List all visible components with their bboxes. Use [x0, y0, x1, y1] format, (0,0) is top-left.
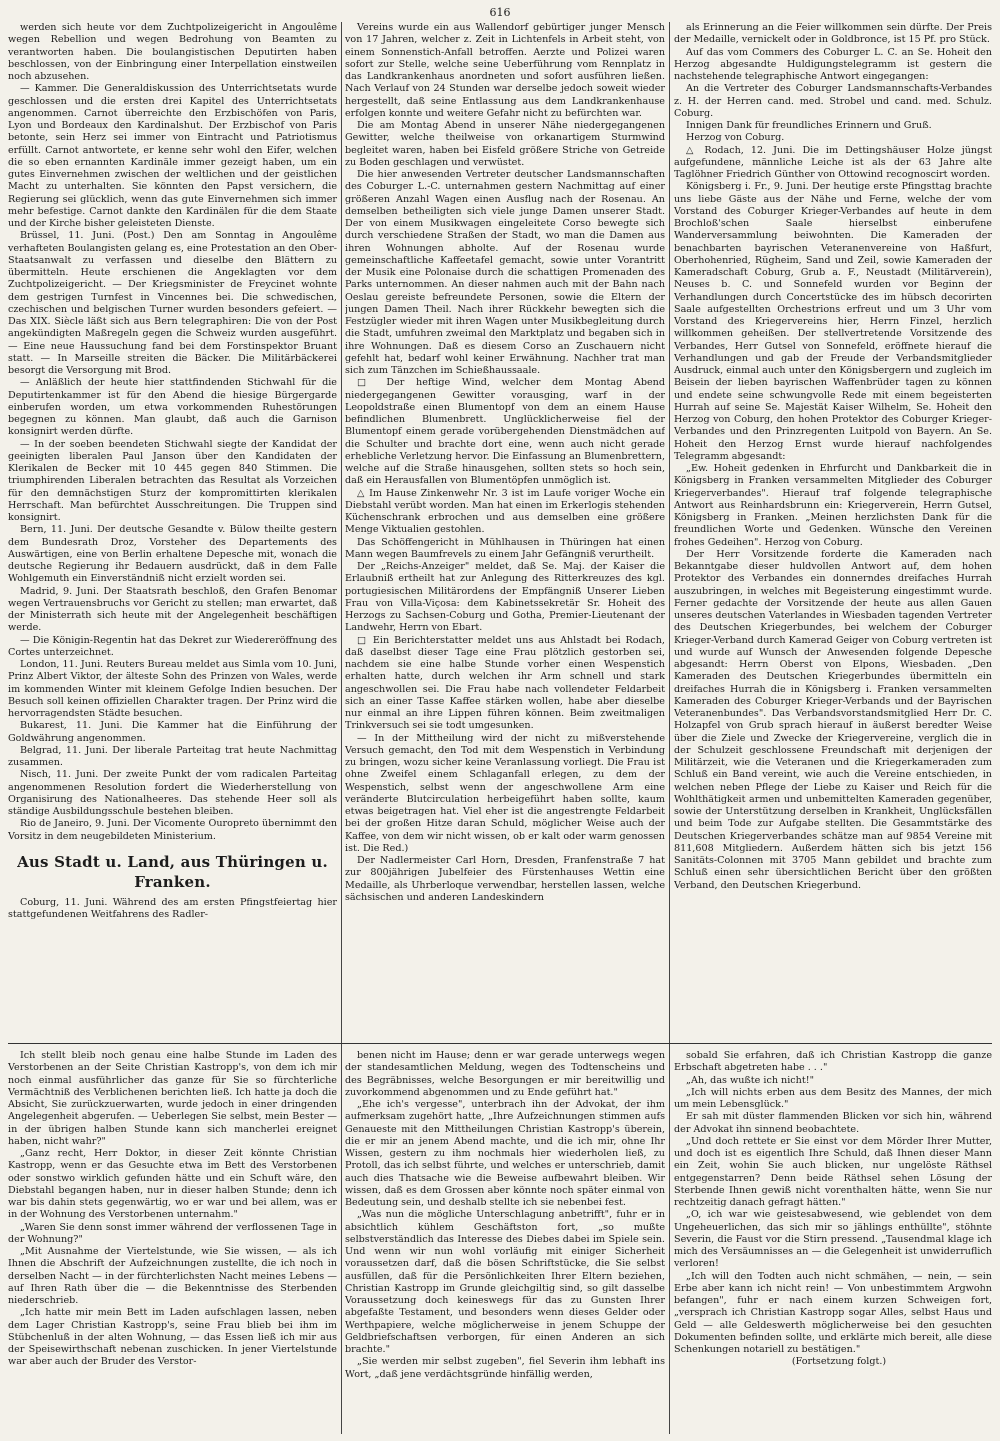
news-column-1: [8, 22, 337, 1040]
news-column-3: [674, 22, 992, 1040]
paragraph: „Ehe ich's vergesse", unterbrach ihn der Advokat, der ihm aufmerksam zugehört hatte, „Ihre Aufzeichnungen stimmen aufs Genaueste mit den Mittheilungen Christian Kastropp's überein, die er mir an jenem Abend machte, und die ich mir, ohne Ihr Wissen, gestern zu ihm nochmals hier wiederholen ließ, zu Protoll, das ich selbst führte, und welches er unterschrieb, damit auch dies Thatsache wie die Beweise aufbewahrt bleiben. Wir wissen, daß es dem Grossen aber könnte noch später einmal von Bedeutung sein, und deshalb stellte ich sie nebenbei fest.: [345, 1099, 665, 1208]
paragraph: □ Der heftige Wind, welcher dem Montag Abend niedergegangenen Gewitter vorausging, warf in der Leopoldstraße einen Blumentopf von dem an einem Hause befindlichen Blumenbrett. Unglücklicherweise fiel der Blumentopf einem gerade vorübergehenden Dienstmädchen auf die Schulter und brachte dort eine, wenn auch nicht gerade erhebliche Verletzung hervor. Die Einfassung an Blumenbrettern, welche auf die Straße hinausgehen, sollten stets so hoch sein, daß ein Herausfallen von Blumentöpfen unmöglich ist.: [345, 377, 665, 487]
paragraph: „Sie werden mir selbst zugeben", fiel Severin ihm lebhaft ins Wort, „daß jene verdächtsgründe hinfällig werden,: [345, 1356, 665, 1380]
paragraph: Ich stellt bleib noch genau eine halbe Stunde im Laden des Verstorbenen an der Seite Christian Kastropp's, von dem ich mir noch einmal ausführlicher das ganze für Sie so fürchterliche Vermächtniß des Verblichenen berichten ließ. Ich hatte ja doch die Absicht, Sie zurückzuerwarten, wurde jedoch in einer dringenden Angelegenheit abgerufen. — Ueberlegen Sie selbst, mein Bester — in der übrigen halben Stunde kann sich mancherlei ereignet haben, nicht wahr?": [8, 1050, 337, 1147]
paragraph: sobald Sie erfahren, daß ich Christian Kastropp die ganze Erbschaft abgetreten habe . . .": [674, 1050, 992, 1074]
paragraph: Nisch, 11. Juni. Der zweite Punkt der vom radicalen Parteitag angenommenen Resolution fordert die Wiederherstellung von Organisirung des Nationalheeres. Das stehende Heer soll als ständige Ausbildungsschule bestehen bleiben.: [8, 769, 337, 817]
continued-note: (Fortsetzung folgt.): [791, 1356, 887, 1368]
paragraph: Innigen Dank für freundliches Erinnern und Gruß.: [686, 120, 932, 131]
paragraph: — Die Königin-Regentin hat das Dekret zur Wiedereröffnung des Cortes unterzeichnet.: [8, 634, 337, 658]
paragraph: werden sich heute vor dem Zuchtpolizeigericht in Angoulême wegen Rebellion und wegen Bedrohung von Beamten zu verantworten haben. Die boulangistischen Deputirten haben beschlossen, von der Einbringung einer Interpellation einstweilen noch abzusehen.: [8, 22, 337, 82]
feuilleton-rule: [8, 1043, 992, 1044]
news-column-2: [345, 22, 665, 1040]
paragraph: benen nicht im Hause; denn er war gerade unterwegs wegen der standesamtlichen Meldung, wegen des Todtenscheins und des Begräbnisses, welche Besorgungen er mir bereitwillig und zuvorkommend abgenommen und zu Ende geführt hat.": [345, 1050, 665, 1098]
paragraph: „Waren Sie denn sonst immer während der verflossenen Tage in der Wohnung?": [8, 1221, 337, 1245]
paragraph: △ Rodach, 12. Juni. Die im Dettingshäuser Holze jüngst aufgefundene, männliche Leiche ist als der 63 Jahre alte Taglöhner Friedrich Günther von Ottowind recognoscirt worden.: [674, 144, 992, 180]
paragraph: — In der soeben beendeten Stichwahl siegte der Kandidat der geeinigten liberalen Paul Janson über den Kandidaten der Klerikalen de Becker mit 10 445 gegen 840 Stimmen. Die triumphirenden Liberalen betrachten das Resultat als Vorzeichen für den demnächstigen Sturz der kompromittirten klerikalen Herrschaft. Man befürchtet Ausschreitungen. Die Truppen sind konsignirt.: [8, 438, 337, 523]
paragraph: Bukarest, 11. Juni. Die Kammer hat die Einführung der Goldwährung angenommen.: [8, 720, 337, 744]
paragraph: Königsberg i. Fr., 9. Juni. Der heutige erste Pfingsttag brachte uns liebe Gäste aus der Nähe und Ferne, welche der vom Vorstand des Coburger Krieger-Verbandes auf heute in dem Brochloß'schen Saale hierselbst einberufene Wanderversammlung beiwohnten. Die Kameraden der benachbarten bayrischen Veteranenvereine von Haßfurt, Oberhohenried, Rügheim, Sand und Zeil, sowie Kameraden der Kameradschaft Coburg, Grub a. F., Neustadt (Militärverein), Neuses b. C. und Sonnefeld wurden vor Beginn der Verhandlungen durch Concertstücke des im hübsch decorirten Saale aufgestellten Orchestrions erfreut und um 3 Uhr vom Vorstand des Kriegervereins hier, Herrn Finzel, herzlich willkommen geheißen. Der stellvertretende Vorsitzende des Verbandes, Herr Gutsel von Sonnefeld, eröffnete hierauf die Verhandlungen und gab der Freude der Verbandsmitglieder Ausdruck, einmal auch unter den Königsbergern und zugleich im Beisein der lieben bayrischen Waffenbrüder tagen zu können und endete seine schwungvolle Rede mit einem begeisterten Hurrah auf seine Se. Majestät Kaiser Wilhelm, Se. Hoheit den Herzog von Coburg, den hohen Protektor des Coburger Krieger-Verbandes und den Prinzregenten Luitpold von Bayern. An Se. Hoheit den Herzog Ernst wurde hierauf nachfolgendes Telegramm abgesandt:: [674, 181, 992, 462]
news-column-1-local: [8, 897, 337, 922]
paragraph: Belgrad, 11. Juni. Der liberale Parteitag trat heute Nachmittag zusammen.: [8, 744, 337, 768]
feuilleton-column-3: [674, 1050, 992, 1435]
page-number: 616: [489, 6, 511, 19]
paragraph: Die am Montag Abend in unserer Nähe niedergegangenen Gewitter, welche theilweise von orkanartigem Sturmwind begleitet waren, haben bei Eisfeld größere Striche von Getreide zu Boden geschlagen und verwüstet.: [345, 120, 665, 168]
feuilleton-column-2: [345, 1050, 665, 1435]
paragraph: Der „Reichs-Anzeiger" meldet, daß Se. Maj. der Kaiser die Erlaubniß ertheilt hat zur Anlegung des Ritterkreuzes des kgl. portugiesischen Militärordens der Empfängniß Unserer Lieben Frau von Villa-Viçosa: dem Kabinetssekretär Sr. Hoheit des Herzogs zu Sachsen-Coburg und Gotha, Premier-Lieutenant der Landwehr, Herrn von Ebart.: [345, 561, 665, 634]
column-rule-2: [669, 22, 670, 1434]
paragraph: Er sah mit düster flammenden Blicken vor sich hin, während der Advokat ihn sinnend beobachtete.: [674, 1111, 992, 1135]
paragraph: „Ah, das wußte ich nicht!": [686, 1074, 814, 1086]
paragraph: „Ganz recht, Herr Doktor, in dieser Zeit könnte Christian Kastropp, wenn er das Gesuchte etwa im Bett des Verstorbenen oder sonstwo wirklich gefunden hätte und ein Schuft wäre, den Diebstahl begangen haben, nur in dieser halben Stunde; denn ich war bis dahin stets gegenwärtig, wo er war und bei allem, was er in der Wohnung des Verstorbenen unternahm.": [8, 1148, 337, 1221]
paragraph: Bern, 11. Juni. Der deutsche Gesandte v. Bülow theilte gestern dem Bundesrath Droz, Vorsteher des Departements des Auswärtigen, eine von Berlin erhaltene Depesche mit, wonach die deutsche Regierung ihr Bedauern ausdrückt, daß in dem Falle Wohlgemuth ein Einverständniß nicht erzielt worden sei.: [8, 524, 337, 585]
paragraph: Brüssel, 11. Juni. (Post.) Den am Sonntag in Angoulême verhafteten Boulangisten gelang es, eine Protestation an den Ober-Staatsanwalt zu verfassen und dieselbe den Blättern zu übermitteln. Heute erschienen die Angeklagten vor dem Zuchtpolizeigericht. — Der Kriegsminister de Freycinet wohnte dem gestrigen Turnfest in Vincennes bei. Die schwedischen, czechischen und belgischen Turner wurden besonders gefeiert. — Das XIX. Siècle läßt sich aus Bern telegraphiren: Die von der Post angekündigten Maßregeln gegen die Schweiz wurden ausgeführt. — Eine neue Haussuchung fand bei dem Forstinspektor Bruant statt. — In Marseille streiten die Bäcker. Die Militärbäckerei besorgt die Versorgung mit Brod.: [8, 230, 337, 376]
column-rule-1: [341, 22, 342, 1434]
paragraph: Herzog von Coburg.: [686, 132, 785, 144]
paragraph: Der Herr Vorsitzende forderte die Kameraden nach Bekanntgabe dieser huldvollen Antwort auf, dem hohen Protektor des Verbandes ein donnerndes dreifaches Hurrah auszubringen, in welches mit Begeisterung eingestimmt wurde. Ferner gedachte der Vorsitzende der heute aus allen Gauen unseres deutschen Vaterlandes in Wiesbaden tagenden Vertreter des Deutschen Kriegerbundes, bei welchem der Coburger Krieger-Verband durch Kamerad Geiger von Coburg vertreten ist und wurde auf Wunsch der Anwesenden folgende Depesche abgesandt: Herrn Oberst von Elpons, Wiesbaden. „Den Kameraden des Deutschen Kriegerbundes übermitteln ein dreifaches Hurrah die in Königsberg i. Franken versammelten Kameraden des Coburger Krieger-Verbands und der Bayrischen Veteranenbundes". Das Verbandsvorstandsmitglied Herr Dr. C. Holzapfel von Grub sprach hierauf in äußerst beredter Weise über die Ziele und Zwecke der Kriegervereine, verglich die in der Schulzeit geschlossene Freundschaft mit derjenigen der Militärzeit, wie die Veteranen und die Kriegerkameraden zum Schluß ein Band vereint, wie auch die Vereine entschieden, in welchen neben Pflege der Liebe zu Kaiser und Reich für die Wohlthätigkeit armen und unbemittelten Kameraden gegenüber, sowie der Unterstützung derselben in Krankheit, Unglücksfällen und beim Tode zur Aufgabe stellten. Die Gesammtstärke des Deutschen Kriegerverbandes schätze man auf 9854 Vereine mit 811,608 Mitgliedern. Außerdem hätten sich bis jetzt 156 Sanitäts-Colonnen mit 3705 Mann gebildet und brachte zum Schluß einen sehr übersichtlichen Bericht über den größten Verband, den Deutschen Kriegerbund.: [674, 548, 992, 891]
paragraph: — In der Mittheilung wird der nicht zu mißverstehende Versuch gemacht, den Tod mit dem Wespenstich in Verbindung zu bringen, wozu sicher keine Veranlassung vorliegt. Die Frau ist ohne Zweifel einem Schlaganfall erlegen, zu dem der Wespenstich, selbst wenn der angeschwollene Arm eine veränderte Blutcirculation herbeigeführt haben sollte, kaum etwas beigetragen hat. Viel eher ist die angestrengte Feldarbeit bei der großen Hitze daran Schuld, möglicher Weise auch der Kaffee, von dem wir nicht wissen, ob er kalt oder warm genossen ist. Die Red.): [345, 732, 665, 854]
paragraph: — Anläßlich der heute hier stattfindenden Stichwahl für die Deputirtenkammer ist für den Abend die hiesige Bürgergarde einberufen worden, um etwa vorkommenden Ruhestörungen begegnen zu können. Man glaubt, daß auch die Garnison konsignirt werden dürfte.: [8, 377, 337, 438]
paragraph: „Was nun die mögliche Unterschlagung anbetrifft", fuhr er in absichtlich kühlem Geschäftston fort, „so mußte selbstverständlich das Interesse des Diebes dabei im Spiele sein. Und wenn wir nun wohl vorläufig mit einiger Sicherheit voraussetzen darf, daß die bösen Schriftstücke, die Sie selbst ausfüllen, daß für die Persönlichkeiten Ihrer Eltern beziehen, Christian Kastropp im Grunde gleichgiltig sind, so gilt dasselbe Voraussetzung doch keineswegs für das zu Gunsten Ihrer abgefaßte Testament, und besonders wenn dieses Gelder oder Werthpapiere, welche möglicherweise in jenem Schuppe der Geldbriefschaftsen verborgen, für einen Anderen an sich brachte.": [345, 1209, 665, 1355]
paragraph: als Erinnerung an die Feier willkommen sein dürfte. Der Preis der Medaille, vernickelt oder in Goldbronce, ist 15 Pf. pro Stück.: [674, 22, 992, 46]
paragraph: „Ew. Hoheit gedenken in Ehrfurcht und Dankbarkeit die in Königsberg in Franken versammelten Mitglieder des Coburger Kriegerverbandes". Hierauf traf folgende telegraphische Antwort aus Reinhardsbrunn ein: Kriegerverein, Herrn Gutsel, Königsberg in Franken. „Meinen herzlichsten Dank für die freundlichen Worte und Gedenken. Wünsche den Vereinen frohes Gedeihen". Herzog von Coburg.: [674, 463, 992, 548]
feuilleton-column-1: [8, 1050, 337, 1435]
feuilleton-column-3-text: [674, 1050, 992, 1356]
paragraph: Coburg, 11. Juni. Während des am ersten Pfingstfeiertag hier stattgefundenen Weitfahrens des Radler-: [8, 896, 337, 920]
paragraph: Madrid, 9. Juni. Der Staatsrath beschloß, den Grafen Benomar wegen Vertrauensbruchs vor Gericht zu stellen; man erwartet, daß der Ministerrath sich heute mit der Angelegenheit beschäftigen werde.: [8, 585, 337, 634]
paragraph: „Ich will den Todten auch nicht schmähen, — nein, — sein Erbe aber kann ich nicht rein! — Von unbestimmtem Argwohn befangen", fuhr er nach einem kurzen Schweigen fort, „versprach ich Christian Kastropp sogar Alles, selbst Haus und Geld — alle Geldeswerth möglicherweise bei den gesuchten Dokumenten befinden sollte, und erklärte mich bereit, alle diese Schenkungen notariell zu bestätigen.": [674, 1270, 992, 1355]
paragraph: „Ich will nichts erben aus dem Besitz des Mannes, der mich um mein Lebensglück.": [674, 1086, 992, 1110]
paragraph: London, 11. Juni. Reuters Bureau meldet aus Simla vom 10. Juni, Prinz Albert Viktor, der älteste Sohn des Prinzen von Wales, werde im kommenden Winter mit kleinem Gefolge Indien besuchen. Der Besuch soll keinen offiziellen Charakter tragen. Der Prinz wird die hervorragendsten Städte besuchen.: [8, 659, 337, 719]
paragraph: □ Ein Berichterstatter meldet uns aus Ahlstadt bei Rodach, daß daselbst dieser Tage eine Frau plötzlich gestorben sei, nachdem sie eine halbe Stunde vorher einen Wespenstich erhalten hatte, durch welchen ihr Arm schnell und stark angeschwollen sei. Die Frau habe nach vollendeter Feldarbeit sich an einer Tasse Kaffee stärken wollen, habe aber dieselbe nur einmal an ihre Lippen führen können. Beim zweitmaligen Trinkversuch sei sie todt umgesunken.: [345, 634, 665, 732]
paragraph: Rio de Janeiro, 9. Juni. Der Vicomente Ouropreto übernimmt den Vorsitz in dem neugebildeten Ministerium.: [8, 818, 337, 842]
paragraph: „O, ich war wie geistesabwesend, wie geblendet von dem Ungeheuerlichen, das sich mir so jählings enthüllte", stöhnte Severin, die Faust vor die Stirn pressend. „Tausendmal klage ich mich des Versäumnisses an — die Gelegenheit ist unwiderruflich verloren!: [674, 1209, 992, 1270]
section-heading: Aus Stadt u. Land, aus Thüringen u. Franken.: [17, 852, 328, 891]
paragraph: Vereins wurde ein aus Wallendorf gebürtiger junger Mensch von 17 Jahren, welcher z. Zeit in Lichtenfels in Arbeit steht, von einem Sonnenstich-Anfall betroffen. Aerzte und Polizei waren sofort zur Stelle, welche seine Ueberführung vom Rennplatz in das Landkrankenhaus anordneten und sofort ausführen ließen. Nach Verlauf von 24 Stunden war derselbe jedoch soweit wieder hergestellt, daß seine Entlassung aus dem Landkrankenhause erfolgen konnte und weitere Gefahr nicht zu befürchten war.: [345, 22, 665, 119]
news-column-1-articles: [8, 22, 337, 843]
paragraph: Der Nadlermeister Carl Horn, Dresden, Franfenstraße 7 hat zur 800jährigen Jubelfeier des Fürstenhauses Wettin eine Medaille, als Uhrberloque verwendbar, herstellen lassen, welche sächsischen und anderen Landeskindern: [345, 855, 665, 903]
paragraph: „Mit Ausnahme der Viertelstunde, wie Sie wissen, — als ich Ihnen die Abschrift der Aufzeichnungen zustellte, die ich noch in derselben Nacht — in der fürchterlichsten Nacht meines Lebens — auf Ihren Rath über die — die Bekenntnisse des Sterbenden niederschrieb.: [8, 1246, 337, 1306]
paragraph: „Und doch rettete er Sie einst vor dem Mörder Ihrer Mutter, und doch ist es eigentlich Ihre Schuld, daß Ihnen dieser Mann ein Zeit, wohin Sie auch blicken, nur ungelöste Räthsel entgegenstarren? Denn beide Räthsel sehen Lösung der Sterbende Ihnen gewiß nicht vorenthalten hätte, wenn Sie nur rechtzeitig danach gefragt hätten.": [674, 1135, 992, 1208]
paragraph: Das Schöffengericht in Mühlhausen in Thüringen hat einen Mann wegen Baumfrevels zu einem Jahr Gefängniß verurtheilt.: [345, 536, 665, 560]
paragraph: △ Im Hause Zinkenwehr Nr. 3 ist im Laufe voriger Woche ein Diebstahl verübt worden. Man hat einen im Erkerlogis stehenden Küchenschrank erbrochen und aus demselben eine größere Menge Viktualien gestohlen.: [345, 487, 665, 536]
paragraph: — Kammer. Die Generaldiskussion des Unterrichtsetats wurde geschlossen und die ersten drei Kapitel des Unterrichtsetats angenommen. Carnot überreichte den Erzbischöfen von Paris, Lyon und Bordeaux den Kardinalshut. Der Erzbischof von Paris betonte, sein Herz sei immer von Eintracht und Patriotismus erfüllt. Carnot antwortete, er kenne sehr wohl den Eifer, welchen die so eben ernannten Kardinäle immer gezeigt haben, um ein gutes Einvernehmen zwischen der weltlichen und der geistlichen Macht zu unterhalten. Sie könnten den Papst versichern, die Regierung sei glücklich, wenn das gute Einvernehmen sich immer mehr befestige. Carnot dankte den Kardinälen für die dem Staate und der Kirche bisher geleisteten Dienste.: [8, 83, 337, 229]
paragraph: Die hier anwesenden Vertreter deutscher Landsmannschaften des Coburger L.-C. unternahmen gestern Nachmittag auf einer größeren Anzahl Wagen einen Ausflug nach der Rosenau. An demselben betheiligten sich viele junge Damen unserer Stadt. Der von einem Musikwagen eingeleitete Corso bewegte sich durch verschiedene Straßen der Stadt, wo man die Damen aus ihren Wohnungen abholte. Auf der Rosenau wurde gemeinschaftliche Kaffeetafel gemacht, sowie unter Vorantritt der Musik eine Polonaise durch die schattigen Promenaden des Parks unternommen. An dieser nahmen auch mit der Bahn nach Oeslau gereiste befreundete Personen, sowie die Eltern der jungen Damen Theil. Nach ihrer Rückkehr bewegten sich die Festzügler wieder mit ihren Wagen unter Musikbegleitung durch die Stadt, umfuhren zweimal den Marktplatz und begaben sich in ihre Wohnungen. Daß es diesem Corso an Zuschauern nicht gefehlt hat, bedarf wohl keiner Erwähnung. Nachher trat man sich zum Tänzchen im Schießhaussaale.: [345, 169, 665, 376]
paragraph: An die Vertreter des Coburger Landsmannschafts-Verbandes z. H. der Herren cand. med. Strobel und cand. med. Schulz. Coburg.: [674, 83, 992, 119]
paragraph: „Ich hatte mir mein Bett im Laden aufschlagen lassen, neben dem Lager Christian Kastropp's, seine Frau blieb bei ihm im Stübchenluß in der alten Wohnung, — das Essen ließ ich mir aus der Speisewirthschaft nebenan zuschicken. In jener Viertelstunde war aber auch der Bruder des Verstor-: [8, 1307, 337, 1368]
paragraph: Auf das vom Commers des Coburger L. C. an Se. Hoheit den Herzog abgesandte Huldigungstelegramm ist gestern die nachstehende telegraphische Antwort eingegangen:: [674, 46, 992, 82]
